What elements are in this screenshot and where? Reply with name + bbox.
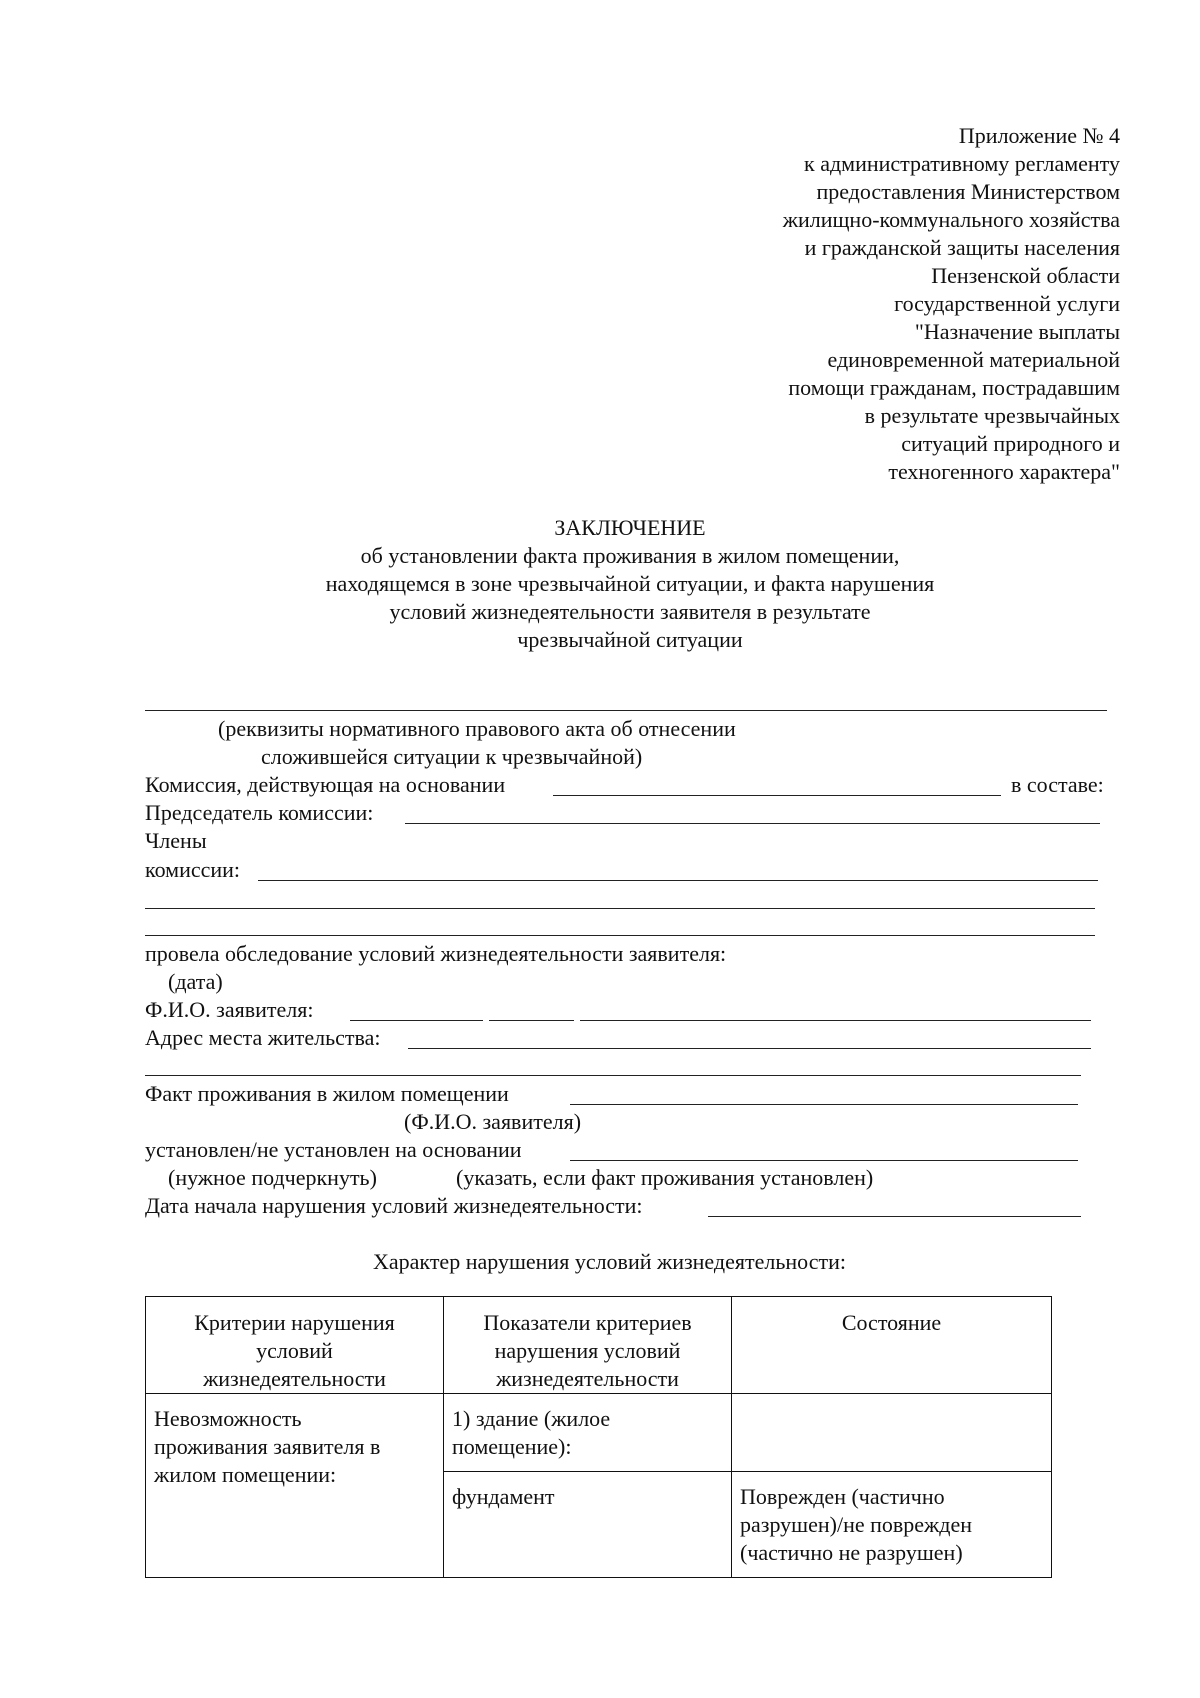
criterion-line: проживания заявителя в: [154, 1434, 381, 1459]
state-line: (частично не разрушен): [740, 1540, 963, 1565]
appendix-line: жилищно-коммунального хозяйства: [782, 207, 1120, 232]
header-indicators: [444, 1297, 732, 1394]
table-header-row: [146, 1297, 1052, 1394]
appendix-line: предоставления Министерством: [816, 179, 1120, 204]
indicator-line: фундамент: [452, 1484, 555, 1509]
criterion-cell: [146, 1394, 444, 1578]
applicant-name-hint: (Ф.И.О. заявителя): [404, 1109, 582, 1134]
table-caption: Характер нарушения условий жизнедеятельности:: [373, 1249, 846, 1274]
basis-hint: (указать, если факт проживания установлен): [456, 1165, 874, 1190]
violation-start-field[interactable]: [708, 1216, 1081, 1217]
address-field-1[interactable]: [408, 1048, 1091, 1049]
title-subline: об установлении факта проживания в жилом помещении,: [360, 543, 900, 568]
criteria-table: [145, 1296, 1052, 1578]
appendix-line: единовременной материальной: [827, 347, 1120, 372]
document-title-block: [150, 514, 1110, 654]
header-line: условий: [256, 1338, 333, 1363]
appendix-line: в результате чрезвычайных: [864, 403, 1120, 428]
appendix-line: помощи гражданам, пострадавшим: [788, 375, 1120, 400]
address-label: Адрес места жительства:: [145, 1025, 381, 1050]
underline-hint: (нужное подчеркнуть): [168, 1165, 377, 1190]
indicator-cell: [444, 1394, 732, 1472]
indicator-line: помещение):: [452, 1434, 572, 1459]
members-field-3[interactable]: [145, 935, 1095, 936]
appendix-line: государственной услуги: [894, 291, 1120, 316]
header-criteria: [146, 1297, 444, 1394]
established-basis-field[interactable]: [570, 1160, 1078, 1161]
appendix-line: и гражданской защиты населения: [804, 235, 1120, 260]
established-basis-label: установлен/не установлен на основании: [145, 1137, 522, 1162]
applicant-firstname-field[interactable]: [489, 1020, 574, 1021]
title-subline: чрезвычайной ситуации: [517, 627, 743, 652]
header-line: Критерии нарушения: [194, 1310, 395, 1335]
appendix-header: [520, 122, 1120, 486]
applicant-patronymic-field[interactable]: [580, 1020, 1091, 1021]
state-cell[interactable]: [732, 1394, 1052, 1472]
address-field-2[interactable]: [145, 1075, 1081, 1076]
appendix-line: Приложение № 4: [958, 123, 1120, 148]
appendix-line: к административному регламенту: [804, 151, 1120, 176]
residence-fact-label: Факт проживания в жилом помещении: [145, 1081, 509, 1106]
commission-composition-label: в составе:: [1011, 772, 1104, 797]
header-line: жизнедеятельности: [496, 1366, 679, 1391]
act-requisites-field[interactable]: [145, 710, 1107, 711]
appendix-line: ситуаций природного и: [901, 431, 1120, 456]
applicant-name-label: Ф.И.О. заявителя:: [145, 997, 314, 1022]
header-line: Состояние: [841, 1310, 942, 1335]
commission-basis-field[interactable]: [553, 795, 1001, 796]
commission-basis-label: Комиссия, действующая на основании: [145, 772, 506, 797]
appendix-line: техногенного характера": [888, 459, 1120, 484]
date-hint: (дата): [168, 969, 223, 994]
appendix-line: Пензенской области: [931, 263, 1120, 288]
table-row: [146, 1394, 1052, 1472]
act-requisites-hint-1: (реквизиты нормативного правового акта об отнесении: [218, 716, 736, 741]
members-label-2: комиссии:: [145, 857, 241, 882]
appendix-line: "Назначение выплаты: [914, 319, 1120, 344]
criterion-line: жилом помещении:: [154, 1462, 337, 1487]
state-line: разрушен)/не поврежден: [740, 1512, 972, 1537]
residence-fact-field[interactable]: [570, 1104, 1078, 1105]
header-line: нарушения условий: [494, 1338, 681, 1363]
chairman-field[interactable]: [405, 823, 1100, 824]
members-field-1[interactable]: [258, 880, 1098, 881]
header-line: Показатели критериев: [483, 1310, 692, 1335]
header-line: жизнедеятельности: [203, 1366, 386, 1391]
criterion-line: Невозможность: [154, 1406, 302, 1431]
title-subline: находящемся в зоне чрезвычайной ситуации, и факта нарушения: [325, 571, 935, 596]
members-field-2[interactable]: [145, 908, 1095, 909]
violation-start-label: Дата начала нарушения условий жизнедеятельности:: [145, 1193, 643, 1218]
header-state: [732, 1297, 1052, 1394]
state-cell[interactable]: [732, 1472, 1052, 1578]
title-subline: условий жизнедеятельности заявителя в результате: [389, 599, 871, 624]
survey-label: провела обследование условий жизнедеятельности заявителя:: [145, 941, 727, 966]
indicator-cell: [444, 1472, 732, 1578]
state-line: Поврежден (частично: [740, 1484, 945, 1509]
act-requisites-hint-2: сложившейся ситуации к чрезвычайной): [261, 744, 643, 769]
applicant-surname-field[interactable]: [350, 1020, 483, 1021]
document-title: ЗАКЛЮЧЕНИЕ: [554, 515, 706, 540]
indicator-line: 1) здание (жилое: [452, 1406, 611, 1431]
chairman-label: Председатель комиссии:: [145, 800, 374, 825]
members-label-1: Члены: [145, 828, 207, 853]
